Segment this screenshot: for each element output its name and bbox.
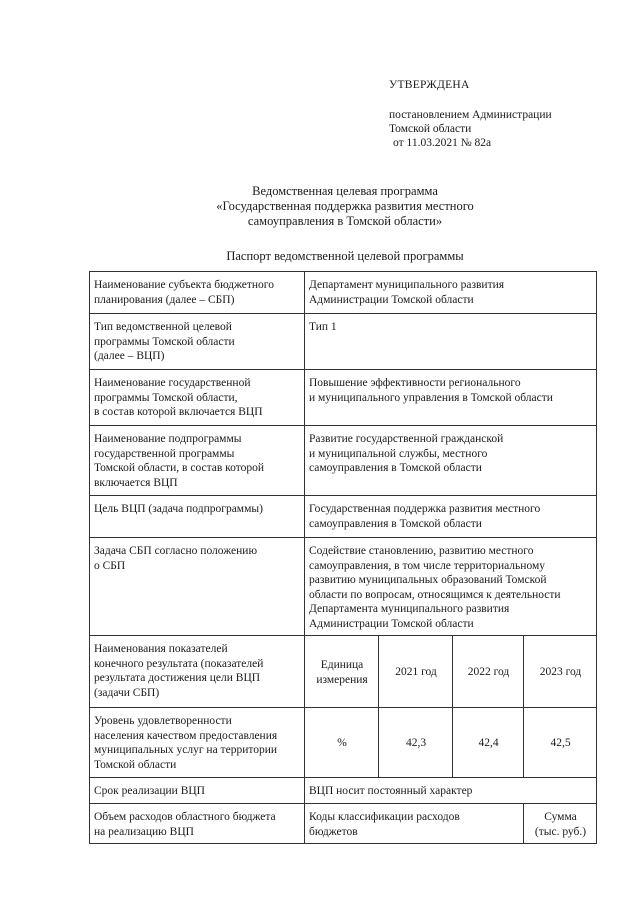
cell-subject-value: Департамент муниципального развития Администрации Томской области — [305, 272, 597, 314]
cell-year-2022-header: 2022 год — [453, 636, 524, 708]
cell-subject-label: Наименование субъекта бюджетного планирования (далее – СБП) — [90, 272, 305, 314]
approval-date: от 11.03.2021 № 82а — [393, 137, 492, 149]
program-title-line-2: «Государственная поддержка развития местного — [216, 199, 474, 213]
cell-indicator-2021: 42,3 — [379, 708, 453, 778]
program-title-line-1: Ведомственная целевая программа — [252, 184, 438, 198]
passport-table — [89, 271, 597, 844]
program-title-line-3: самоуправления в Томской области» — [247, 214, 443, 228]
cell-subprogram-value: Развитие государственной гражданской и муниципальной службы, местного самоуправления в Томской области — [305, 426, 597, 496]
table-row-indicator — [90, 708, 597, 778]
table-row-goal — [90, 496, 597, 538]
cell-state-program-value: Повышение эффективности регионального и муниципального управления в Томской области — [305, 370, 597, 426]
table-row-subject — [90, 272, 597, 314]
cell-term-label: Срок реализации ВЦП — [90, 778, 305, 804]
cell-year-2021-header: 2021 год — [379, 636, 453, 708]
cell-task-label: Задача СБП согласно положению о СБП — [90, 538, 305, 636]
cell-year-2023-header: 2023 год — [524, 636, 597, 708]
cell-budget-label: Объем расходов областного бюджета на реализацию ВЦП — [90, 804, 305, 844]
cell-subprogram-label: Наименование подпрограммы государственной программы Томской области, в состав которой включается ВЦП — [90, 426, 305, 496]
cell-task-value: Содействие становлению, развитию местного самоуправления, в том числе территориальному развитию муниципальных образований Томской области по вопросам, относящимся к деятельности Департамента муниципального развития Администрации Томской области — [305, 538, 597, 636]
cell-indicator-2022: 42,4 — [453, 708, 524, 778]
table-row-task — [90, 538, 597, 636]
cell-indicator-label: Уровень удовлетворенности населения качеством предоставления муниципальных услуг на территории Томской области — [90, 708, 305, 778]
cell-goal-value: Государственная поддержка развития местного самоуправления в Томской области — [305, 496, 597, 538]
approval-line-2: Томской области — [389, 123, 472, 135]
cell-goal-label: Цель ВЦП (задача подпрограммы) — [90, 496, 305, 538]
approval-title: УТВЕРЖДЕНА — [389, 79, 470, 91]
table-row-state-program — [90, 370, 597, 426]
cell-type-value: Тип 1 — [305, 314, 597, 370]
cell-budget-codes: Коды классификации расходов бюджетов — [305, 804, 524, 844]
cell-budget-sum: Сумма (тыс. руб.) — [524, 804, 597, 844]
cell-indicator-2023: 42,5 — [524, 708, 597, 778]
table-row-type — [90, 314, 597, 370]
table-row-indicators-header — [90, 636, 597, 708]
cell-type-label: Тип ведомственной целевой программы Томской области (далее – ВЦП) — [90, 314, 305, 370]
table-row-subprogram — [90, 426, 597, 496]
table-row-budget — [90, 804, 597, 844]
cell-state-program-label: Наименование государственной программы Томской области, в состав которой включается ВЦП — [90, 370, 305, 426]
program-title — [150, 184, 540, 229]
table-row-term — [90, 778, 597, 804]
cell-indicator-unit: % — [305, 708, 379, 778]
cell-unit-header: Единица измерения — [305, 636, 379, 708]
cell-term-value: ВЦП носит постоянный характер — [305, 778, 597, 804]
passport-title: Паспорт ведомственной целевой программы — [226, 249, 464, 263]
cell-indicators-label: Наименования показателей конечного результата (показателей результата достижения цели ВЦП (задачи СБП) — [90, 636, 305, 708]
approval-line-1: постановлением Администрации — [389, 109, 552, 121]
